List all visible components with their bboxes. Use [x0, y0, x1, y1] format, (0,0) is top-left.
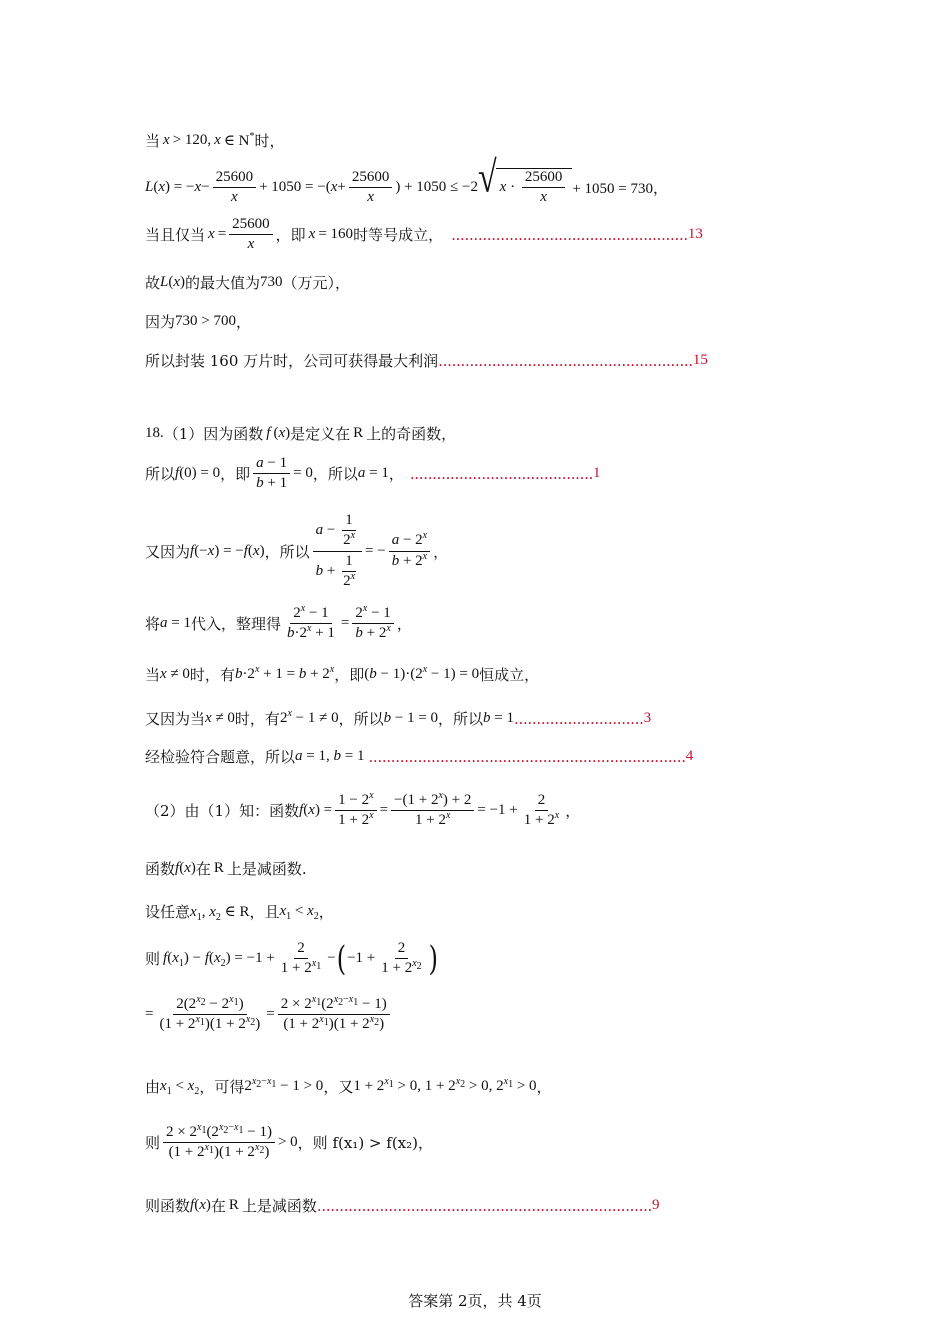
text: 时等号成立， [353, 226, 444, 245]
line-condition: 当 x > 120, x ∈ N* 时， [145, 131, 285, 150]
text: 则 [145, 1134, 161, 1153]
text: 当且仅当 [145, 226, 206, 245]
score-mark: 4 [685, 748, 694, 764]
page-footer: 答案第 2页，共 4页 [408, 1292, 542, 1310]
line-final: 则函数 f(x) 在 R 上是减函数 ........................................................................... 9 [145, 1196, 660, 1215]
line-identity: 当 x ≠ 0 时，有 $b\cdot 2^x + 1 = b + 2^x$ ，即 $(b - 1)\cdot(2^x - 1) = 0$ 恒成立， [145, 664, 540, 684]
line-equality-condition: 当且仅当 x = $\frac{25600}{x}$ ，即 x = 160 时等号成立， ..................................................... 13 [145, 216, 703, 253]
line-odd-property: 又因为 f(−x) = −f(x) ，所以 a − $\frac{1}{2^x}$ b + $\frac{1}{2^x}$ = − $\frac{a - 2^x}{b + 2^x}$ ， [145, 512, 449, 589]
line-simplify: = $\frac{2(2^{x_2} - 2^{x_1})}{(1 + 2^{x_1})(1 + 2^{x_2})}$ = $\frac{2 \times 2^{x_1}(2^{x_2-x_1} - 1)}{(1 + 2^{x_1})(1 + 2^{x_2})}$ [145, 996, 393, 1034]
line-substitute: 将 a = 1 代入，整理得 $\frac{2^x - 1}{b\cdot 2^x + 1}$ = $\frac{2^x - 1}{b + 2^x}$ ， [145, 603, 412, 642]
score-mark: 1 [593, 465, 601, 482]
line-arbitrary: 设任意 $x_1$, $x_2$ ∈ R ，且 $x_1 < x_2$ ， [145, 903, 334, 923]
line-part2-function: （2）由（1）知：函数 f(x) = $\frac{1 - 2^x}{1 + 2^x}$ = $\frac{-(1 + 2^x) + 2}{1 + 2^x}$ = −1 + $\frac{2}{1 + 2^x}$ ， [145, 790, 581, 829]
line-max-value: 故 L(x) 的最大值为 730 （万元）， [145, 274, 351, 292]
line-decreasing-claim: 函数 f(x) 在 R 上是减函数. [145, 860, 307, 878]
line-b-value: 又因为当 x ≠ 0 时，有 $2^x - 1 \ne 0$ ，所以 b − 1 = 0 ，所以 b = 1 ............................. 3 [145, 708, 652, 728]
line-compare: 因为 730 > 700 ， [145, 313, 251, 331]
text: ，即 [275, 226, 306, 245]
score-mark: 15 [692, 352, 708, 368]
text: 又 [338, 1078, 354, 1096]
line-profit-formula: L ( x ) = − x − $\frac{25600}{x}$ + 1050 = −( x + $\frac{25600}{x}$ ) + 1050 ≤ −2 √ x · $\frac{25600}{x}$ + 1050 = 730， [145, 153, 669, 206]
text: ，则 f(x₁) > f(x₂)， [297, 1134, 434, 1153]
text: （2）由（1）知：函数 [145, 802, 300, 821]
score-mark: 3 [643, 710, 652, 726]
score-mark: 9 [652, 1197, 660, 1213]
text: 则 [145, 950, 161, 969]
line-verify: 经检验符合题意，所以 a = 1, b = 1 ....................................................................... 4 [145, 747, 694, 766]
line-conclusion: 所以封装 160 万片时，公司可获得最大利润 ......................................................... 15 [145, 351, 708, 370]
line-sign-analysis: 由 $x_1 < x_2$ ，可得 $2^{x_2-x_1} - 1 > 0$ ， 又 $1 + 2^{x_1} > 0$, $1 + 2^{x_2} > 0$, $2^{x_1} > 0$ ， [145, 1076, 552, 1097]
line-positive: 则 $\frac{2 \times 2^{x_1}(2^{x_2-x_1} - 1)}{(1 + 2^{x_1})(1 + 2^{x_2})}$ > 0 ，则 f(x₁) > f(x₂)， [145, 1122, 434, 1161]
line-q18-intro: 18. （1）因为函数 f (x) 是定义在 R 上的奇函数， [145, 425, 457, 443]
score-mark: 13 [687, 226, 703, 243]
line-difference: 则 $f(x_1) - f(x_2) = -1$ + $\frac{2}{1 + 2^{x_1}}$ − ( −1 + $\frac{2}{1 + 2^{x_2}}$ ) [145, 939, 439, 979]
text: 所以封装 160 万片时，公司可获得最大利润 [145, 352, 439, 370]
line-f0: 所以 f(0) = 0 ，即 $\frac{a - 1}{b + 1}$ = 0 ，所以 a = 1 ， ......................................... 1 [145, 455, 601, 492]
